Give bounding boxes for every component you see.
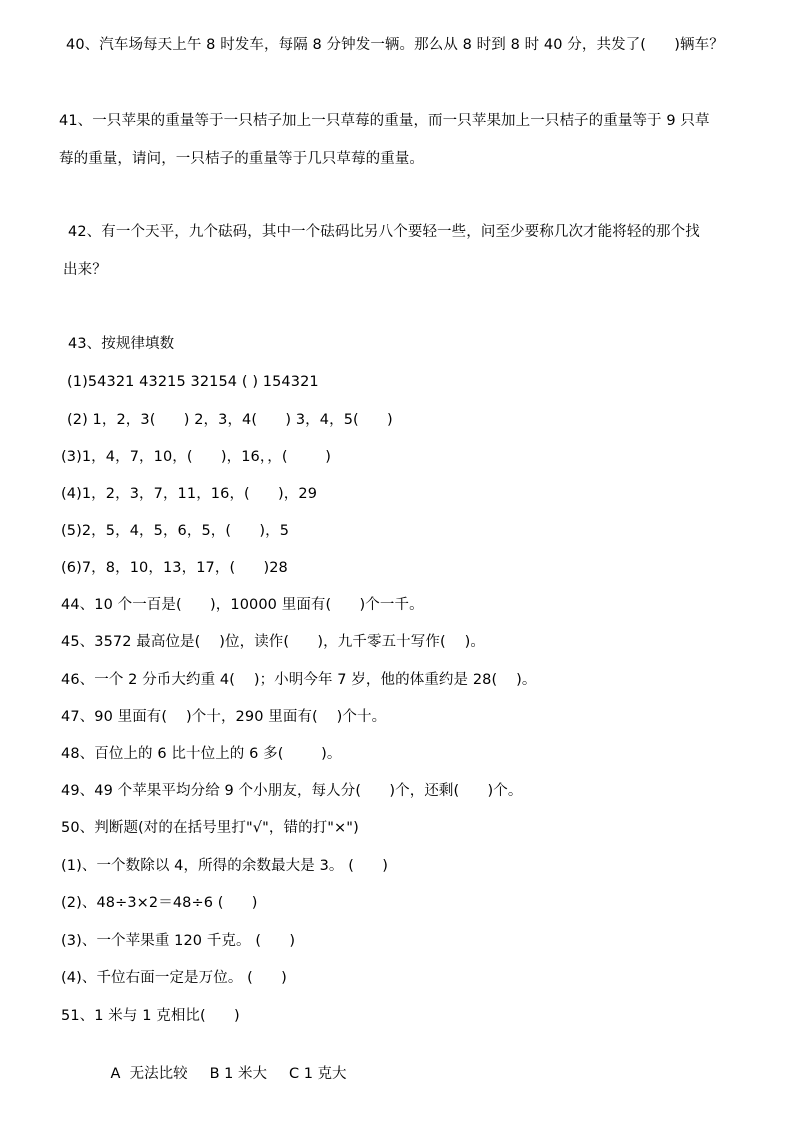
question-50-item-3: (3)、一个苹果重 120 千克。 ( ): [61, 933, 296, 949]
question-50-title: 50、判断题(对的在括号里打"√"，错的打"×"): [61, 820, 359, 836]
question-44: 44、10 个一百是( )，10000 里面有( )个一千。: [61, 597, 424, 613]
question-50-item-2: (2)、48÷3×2＝48÷6 ( ): [61, 895, 258, 911]
question-43-item-4: (4)1，2，3，7，11，16，( )，29: [61, 486, 318, 502]
question-50-item-1: (1)、一个数除以 4，所得的余数最大是 3。 ( ): [61, 858, 388, 874]
question-41-line-1: 41、一只苹果的重量等于一只桔子加上一只草莓的重量，而一只苹果加上一只桔子的重量等于 9 只草: [59, 113, 710, 129]
question-49: 49、49 个苹果平均分给 9 个小朋友，每人分( )个，还剩( )个。: [61, 783, 523, 799]
question-48: 48、百位上的 6 比十位上的 6 多( )。: [61, 746, 342, 762]
question-50-item-4: (4)、千位右面一定是万位。 ( ): [61, 970, 287, 986]
question-45: 45、3572 最高位是( )位，读作( )，九千零五十写作( )。: [61, 634, 485, 650]
question-43-item-6: (6)7，8，10，13，17，( )28: [61, 560, 288, 576]
question-46: 46、一个 2 分币大约重 4( )；小明今年 7 岁，他的体重约是 28( )。: [61, 672, 537, 688]
question-43-item-3: (3)1，4，7，10，( )，16，，( ): [61, 449, 332, 465]
question-40: 40、汽车场每天上午 8 时发车，每隔 8 分钟发一辆。那么从 8 时到 8 时 40 分，共发了( )辆车？: [66, 37, 724, 53]
question-41-line-2: 莓的重量，请问，一只桔子的重量等于几只草莓的重量。: [59, 151, 424, 167]
question-47: 47、90 里面有( )个十，290 里面有( )个十。: [61, 709, 387, 725]
question-51: 51、1 米与 1 克相比( ): [61, 1008, 240, 1024]
question-51-options: [92, 1044, 347, 1104]
option-a: A 无法比较: [110, 1066, 188, 1082]
option-c: C 1 克大: [288, 1066, 347, 1082]
question-43-item-2: (2) 1，2，3( ) 2，3，4( ) 3，4，5( ): [67, 412, 393, 428]
question-42-line-1: 42、有一个天平，九个砝码，其中一个砝码比另八个要轻一些，问至少要称几次才能将轻的那个找: [68, 224, 700, 240]
question-43-item-1: (1)54321 43215 32154 ( ) 154321: [67, 374, 319, 390]
question-43-title: 43、按规律填数: [68, 336, 175, 352]
question-42-line-2: 出来？: [63, 262, 107, 278]
option-b: B 1 米大: [209, 1066, 267, 1082]
question-43-item-5: (5)2，5，4，5，6，5，( )，5: [61, 523, 290, 539]
